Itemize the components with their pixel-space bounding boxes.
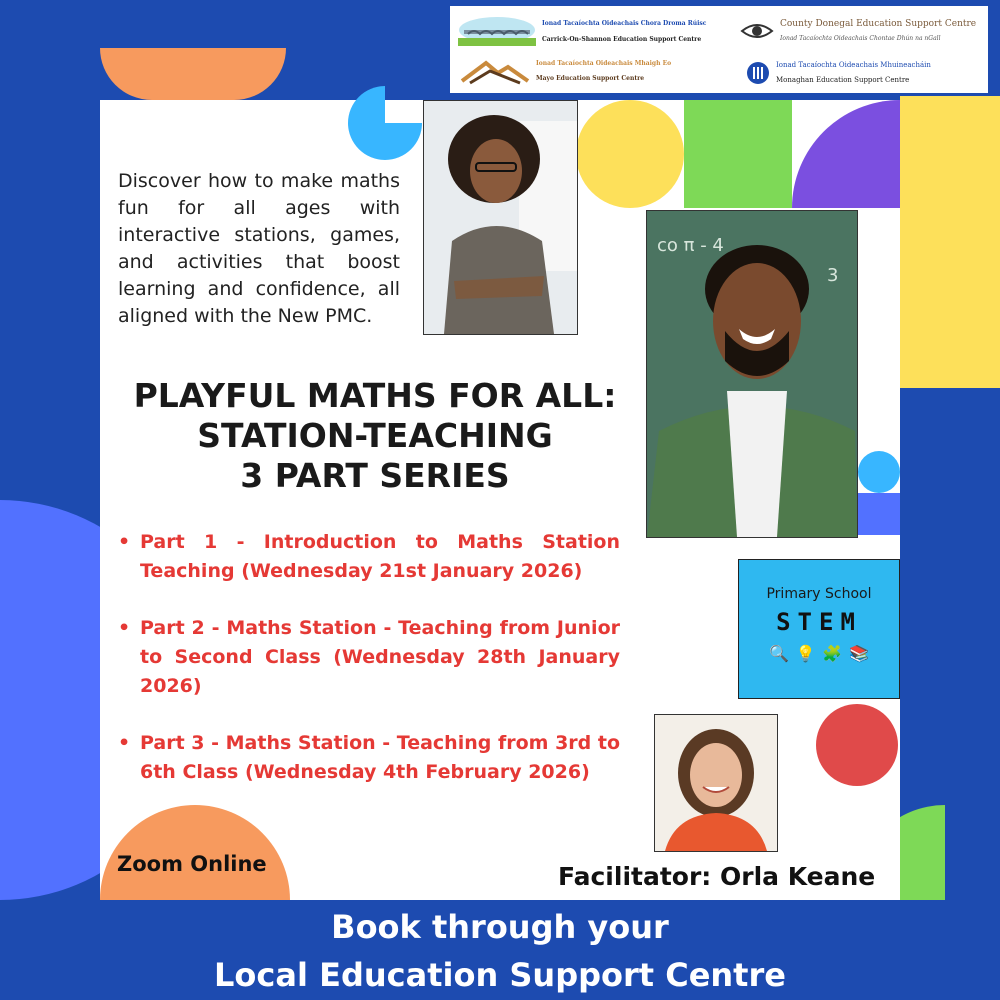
carrick-english: Carrick-On-Shannon Education Support Centre bbox=[542, 35, 702, 43]
mountain-icon bbox=[460, 57, 530, 85]
title-line-3: 3 PART SERIES bbox=[240, 456, 510, 495]
mayo-english: Mayo Education Support Centre bbox=[536, 75, 645, 82]
donegal-english: County Donegal Education Support Centre bbox=[780, 18, 977, 29]
stem-icons bbox=[769, 644, 869, 663]
teacher-photo bbox=[647, 211, 857, 537]
orange-half-circle-top bbox=[100, 48, 286, 100]
green-rectangle bbox=[684, 100, 792, 208]
facilitator-photo bbox=[655, 715, 777, 851]
eye-icon bbox=[740, 19, 774, 43]
svg-text:3: 3 bbox=[827, 265, 839, 286]
teacher-photo-woman bbox=[423, 100, 578, 335]
monaghan-emblem-icon bbox=[746, 61, 770, 85]
mayo-logo bbox=[460, 54, 730, 88]
donegal-logo bbox=[740, 14, 985, 48]
title-line-2: STATION-TEACHING bbox=[197, 416, 553, 455]
list-item: • Part 3 - Maths Station - Teaching from 3rd to 6th Class (Wednesday 4th February 2026) bbox=[118, 729, 620, 787]
person-photo bbox=[424, 101, 577, 334]
intro-paragraph: Discover how to make maths fun for all ages with interactive stations, games, and activities that boost learning and confidence, all aligned with the New PMC. bbox=[118, 170, 400, 327]
bridge-icon bbox=[458, 16, 536, 46]
svg-text:co π - 4: co π - 4 bbox=[657, 235, 724, 256]
periwinkle-square bbox=[858, 493, 900, 535]
booking-line-2: Local Education Support Centre bbox=[214, 956, 786, 994]
magnifier-icon: 🔍 bbox=[769, 644, 789, 663]
carrick-irish: Ionad Tacaíochta Oideachais Chora Droma Rúisc bbox=[542, 19, 707, 27]
red-circle bbox=[816, 704, 898, 786]
facilitator-photo-box bbox=[654, 714, 778, 852]
blue-quarter-circle bbox=[348, 86, 422, 160]
monaghan-logo bbox=[746, 56, 986, 90]
partner-logos-banner bbox=[450, 6, 988, 93]
light-blue-dot bbox=[858, 451, 900, 493]
title-line-1: PLAYFUL MATHS FOR ALL: bbox=[133, 376, 617, 415]
page-title bbox=[110, 376, 640, 496]
list-item: • Part 2 - Maths Station - Teaching from Junior to Second Class (Wednesday 28th January 2026) bbox=[118, 614, 620, 701]
facilitator-label: Facilitator: Orla Keane bbox=[558, 862, 876, 891]
mayo-irish: Ionad Tacaíochta Oideachais Mhaigh Eo bbox=[536, 60, 672, 67]
books-icon: 📚 bbox=[849, 644, 869, 663]
lightbulb-icon: 💡 bbox=[795, 644, 816, 663]
stem-badge-subtitle: Primary School bbox=[766, 586, 872, 602]
donegal-irish: Ionad Tacaíochta Oideachais Chontae Dhún na nGall bbox=[780, 34, 941, 42]
booking-footer bbox=[0, 903, 1000, 999]
zoom-online-label: Zoom Online bbox=[117, 852, 267, 876]
booking-line-1: Book through your bbox=[331, 908, 669, 946]
monaghan-irish: Ionad Tacaíochta Oideachais Mhuineacháin bbox=[776, 61, 931, 69]
series-parts-list bbox=[118, 528, 620, 815]
yellow-circle bbox=[576, 100, 684, 208]
yellow-block-right bbox=[900, 96, 1000, 388]
teacher-photo-man bbox=[646, 210, 858, 538]
carrick-logo bbox=[458, 14, 723, 48]
list-item: • Part 1 - Introduction to Maths Station Teaching (Wednesday 21st January 2026) bbox=[118, 528, 620, 586]
puzzle-icon: 🧩 bbox=[822, 644, 843, 663]
stem-badge-title: STEM bbox=[776, 608, 862, 636]
monaghan-english: Monaghan Education Support Centre bbox=[776, 76, 910, 84]
primary-school-stem-badge bbox=[738, 559, 900, 699]
